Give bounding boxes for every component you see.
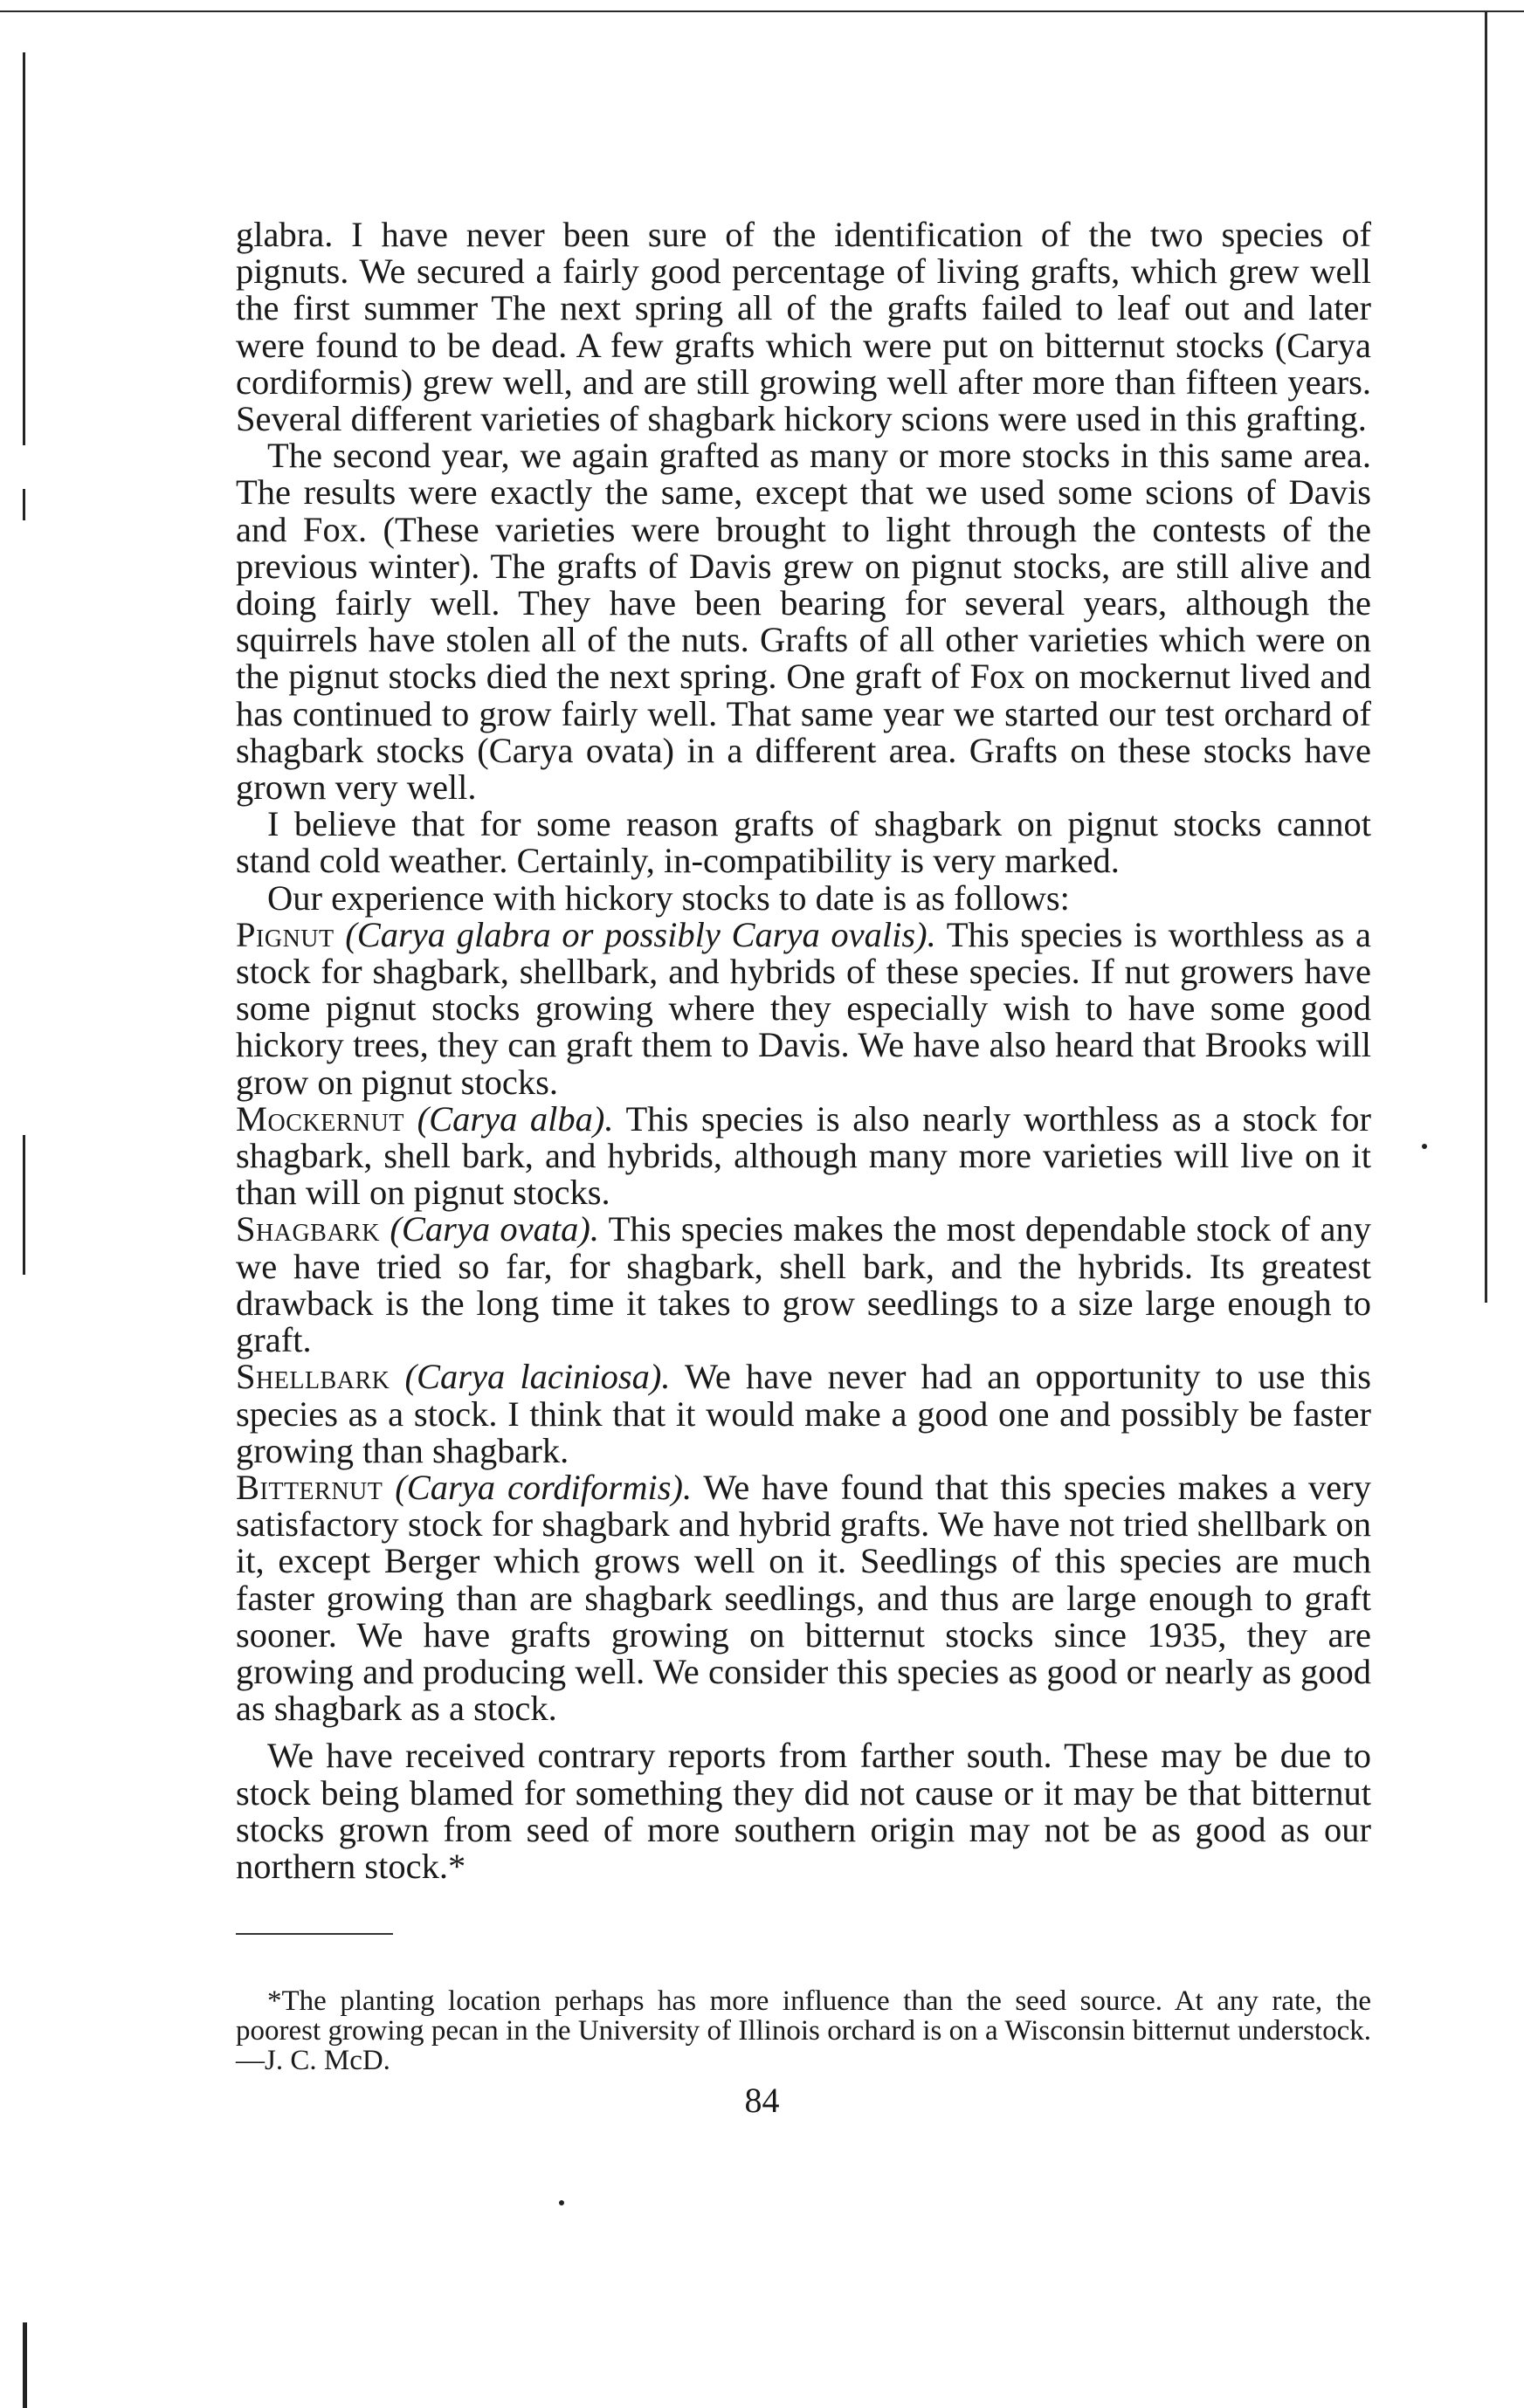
paragraph: I believe that for some reason grafts of shagbark on pignut stocks cannot stand cold weather. Certainly, in-compatibility is very marked. xyxy=(236,804,1371,881)
species-entry xyxy=(236,1211,1371,1359)
species-entry xyxy=(236,1469,1371,1727)
scan-edge-top xyxy=(0,10,1524,12)
paragraph: glabra. I have never been sure of the identification of the two species of pignuts. We secured a fairly good percentage of living grafts, which grew well the first summer The next spring all of the grafts failed to leaf out and later were found to be dead. A few grafts which were put on bitternut stocks (Carya cordiformis) grew well, and are still growing well after more than fifteen years. Several different varieties of shagbark hickory scions were used in this grafting. xyxy=(236,215,1371,439)
paragraph: The second year, we again grafted as many or more stocks in this same area. The results were exactly the same, except that we used some scions of Davis and Fox. (These varieties were brought to light through the contests of the previous winter). The grafts of Davis grew on pignut stocks, are still alive and doing fairly well. They have been bearing for several years, although the squirrels have stolen all of the nuts. Grafts of all other varieties which were on the pignut stocks died the next spring. One graft of Fox on mockernut lived and has continued to grow fairly well. That same year we started our test orchard of shagbark stocks (Carya ovata) in a different area. Grafts on these stocks have grown very well. xyxy=(236,436,1371,808)
species-latin: (Carya laciniosa). xyxy=(404,1357,671,1397)
species-latin: (Carya glabra or possibly Carya ovalis). xyxy=(345,914,936,954)
species-text: This species makes the most dependable stock of any we have tried so far, for shagbark, shell bark, and the hybrids. Its greatest drawback is the long time it takes to grow seedlings to a size large enough to graft. xyxy=(236,1209,1371,1360)
species-text: This species is worthless as a stock for shagbark, shellbark, and hybrids of these species. If nut growers have some pignut stocks growing where they especially wish to have some good hickory trees, they can graft them to Davis. We have also heard that Brooks will grow on pignut stocks. xyxy=(236,914,1372,1102)
species-text: We have never had an opportunity to use this species as a stock. I think that it would make a good one and possibly be faster growing than shagbark. xyxy=(236,1357,1371,1470)
scan-speck xyxy=(1422,1144,1427,1149)
scan-edge-left-2 xyxy=(23,489,25,520)
species-entry xyxy=(236,914,1372,1102)
scan-edge-left-1 xyxy=(23,52,25,445)
body-text xyxy=(236,217,1371,1885)
species-latin: (Carya cordiformis). xyxy=(395,1467,693,1507)
footnote-divider xyxy=(236,1933,393,1935)
species-name: Shellbark xyxy=(236,1357,390,1397)
scan-edge-left-3 xyxy=(23,1135,25,1275)
scan-edge-right xyxy=(1485,10,1487,1303)
species-text: We have found that this species makes a very satisfactory stock for shagbark and hybrid grafts. We have not tried shellbark on it, except Berger which grows well on it. Seedlings of this species are much faster growing than are shagbark seedlings, and thus are large enough to graft sooner. We have grafts growing on bitternut stocks since 1935, they are growing and producing well. We consider this species as good or nearly as good as shagbark as a stock. xyxy=(236,1467,1372,1729)
species-latin: (Carya alba). xyxy=(417,1098,614,1139)
species-name: Pignut xyxy=(236,914,334,954)
scan-speck xyxy=(559,2200,564,2205)
species-entry xyxy=(236,1098,1372,1213)
scan-edge-left-4 xyxy=(23,2322,27,2408)
species-text: This species is also nearly worthless as a stock for shagbark, shell bark, and hybrids, although many more varieties will live on it than will on pignut stocks. xyxy=(236,1098,1372,1213)
species-entry xyxy=(236,1359,1371,1469)
species-latin: (Carya ovata). xyxy=(390,1209,599,1249)
species-name: Bitternut xyxy=(236,1467,383,1507)
species-name: Shagbark xyxy=(236,1209,380,1249)
footnote: *The planting location perhaps has more influence than the seed source. At any rate, the poorest growing pecan in the University of Illinois orchard is on a Wisconsin bitternut understock.—J. C. McD. xyxy=(236,1985,1371,2076)
page-number: 84 xyxy=(744,2081,780,2120)
paragraph: Our experience with hickory stocks to date is as follows: xyxy=(267,877,1070,918)
closing-paragraph: We have received contrary reports from farther south. These may be due to stock being blamed for something they did not cause or it may be that bitternut stocks grown from seed of more southern origin may not be as good as our northern stock.* xyxy=(236,1736,1371,1886)
species-name: Mockernut xyxy=(236,1098,404,1139)
